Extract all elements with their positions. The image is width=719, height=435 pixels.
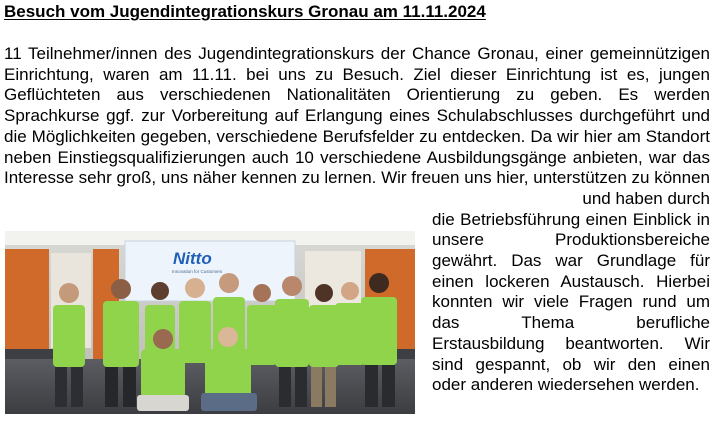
- article-headline: Besuch vom Jugendintegrationskurs Gronau am 11.11.2024: [4, 2, 486, 21]
- article-text-continued: die Betriebsführung einen Einblick in unsere Produktionsbereiche gewährt. Das war Grundlage für einen lockeren Austausch. Hierbei konnten wir viele Fragen rund um das Thema berufliche Erstausbildung beantworten. Wir sind gespannt, ob wir den einen oder anderen wiedersehen werden.: [432, 209, 710, 395]
- group-photo: [5, 231, 415, 414]
- screen-logo: Nitto: [173, 249, 212, 268]
- article-text-intro: 11 Teilnehmer/innen des Jugendintegrationskurs der Chance Gronau, einer gemeinnützigen Einrichtung, waren am 11.11. bei uns zu Besuch. Ziel dieser Einrichtung ist es, jungen Geflüchteten aus verschiedenen Nationalitäten Orientierung zu geben. Es werden Sprachkurse ggf. zur Vorbereitung auf Erlangung eines Schulabschlusses durchgeführt und die Möglichkeiten gegeben, verschiedene Berufsfelder zu entdecken. Da wir hier am Standort neben Einstiegsqualifizierungen auch 10 verschiedene Ausbildungsgänge anbieten, war das Interesse sehr groß, uns näher kennen zu lernen. Wir freuen uns hier, unterstützen zu können und haben durch: [4, 44, 710, 208]
- screen-tagline: Innovation for Customers: [172, 269, 223, 274]
- curtain-left: [5, 249, 49, 359]
- group-photo-illustration: [5, 231, 415, 414]
